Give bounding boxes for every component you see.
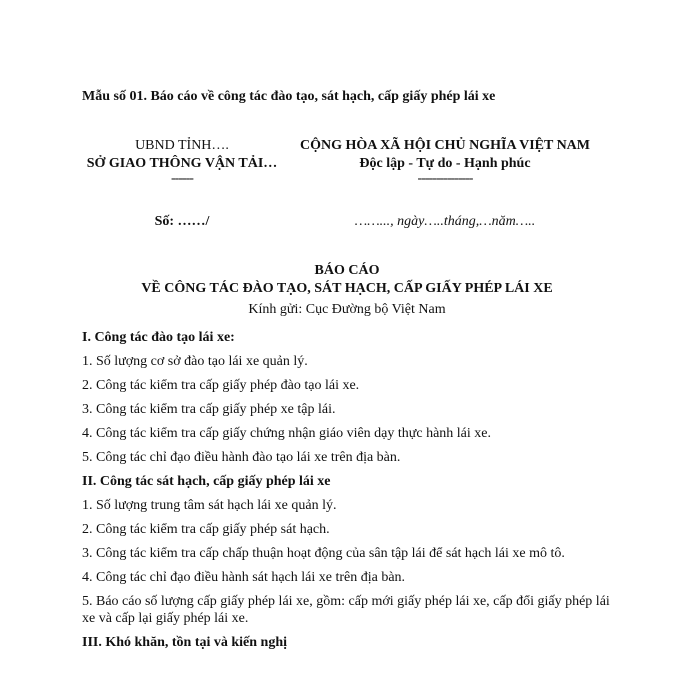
- country-name: CỘNG HÒA XÃ HỘI CHỦ NGHĨA VIỆT NAM: [299, 138, 590, 153]
- report-title-line2: VỀ CÔNG TÁC ĐÀO TẠO, SÁT HẠCH, CẤP GIẤY PHÉP LÁI XE: [141, 281, 553, 296]
- recipient-line: Kính gửi: Cục Đường bộ Việt Nam: [248, 302, 446, 317]
- agency-divider: ------: [171, 171, 193, 186]
- section-1-item: 5. Công tác chỉ đạo điều hành đào tạo lái xe trên địa bàn.: [82, 450, 401, 465]
- section-1-item: 2. Công tác kiểm tra cấp giấy phép đào tạo lái xe.: [82, 378, 360, 393]
- section-2-item: 1. Số lượng trung tâm sát hạch lái xe quản lý.: [82, 498, 337, 513]
- section-2-heading: II. Công tác sát hạch, cấp giấy phép lái xe: [82, 474, 331, 489]
- province-committee: UBND TỈNH….: [135, 138, 229, 153]
- section-2-item: 2. Công tác kiểm tra cấp giấy phép sát hạch.: [82, 522, 330, 537]
- document-date: ……..., ngày…..tháng,…năm…..: [354, 214, 536, 229]
- document-number: Số: ……/: [154, 214, 210, 229]
- transport-department: SỞ GIAO THÔNG VẬN TẢI…: [86, 156, 278, 171]
- national-motto-block: [280, 137, 610, 185]
- report-title: [82, 262, 612, 298]
- section-1-item: 1. Số lượng cơ sở đào tạo lái xe quản lý.: [82, 354, 308, 369]
- motto-divider: ---------------: [417, 171, 473, 186]
- national-motto: Độc lập - Tự do - Hạnh phúc: [359, 156, 531, 171]
- issuing-agency-block: [82, 137, 282, 185]
- section-1-heading: I. Công tác đào tạo lái xe:: [82, 330, 235, 345]
- section-2-item: 3. Công tác kiểm tra cấp chấp thuận hoạt động của sân tập lái để sát hạch lái xe mô tô.: [82, 546, 565, 561]
- form-title: Mẫu số 01. Báo cáo về công tác đào tạo, sát hạch, cấp giấy phép lái xe: [82, 89, 496, 104]
- report-body: [82, 329, 612, 658]
- section-1-item: 4. Công tác kiểm tra cấp giấy chứng nhận giáo viên dạy thực hành lái xe.: [82, 426, 491, 441]
- section-2-item: 5. Báo cáo số lượng cấp giấy phép lái xe, gồm: cấp mới giấy phép lái xe, cấp đổi giấy phép lái xe và cấp lại giấy phép lái xe.: [82, 594, 610, 626]
- section-2-item: 4. Công tác chỉ đạo điều hành sát hạch lái xe trên địa bàn.: [82, 570, 406, 585]
- report-title-line1: BÁO CÁO: [314, 263, 380, 278]
- section-1-item: 3. Công tác kiểm tra cấp giấy phép xe tập lái.: [82, 402, 336, 417]
- section-3-heading: III. Khó khăn, tồn tại và kiến nghị: [82, 635, 288, 650]
